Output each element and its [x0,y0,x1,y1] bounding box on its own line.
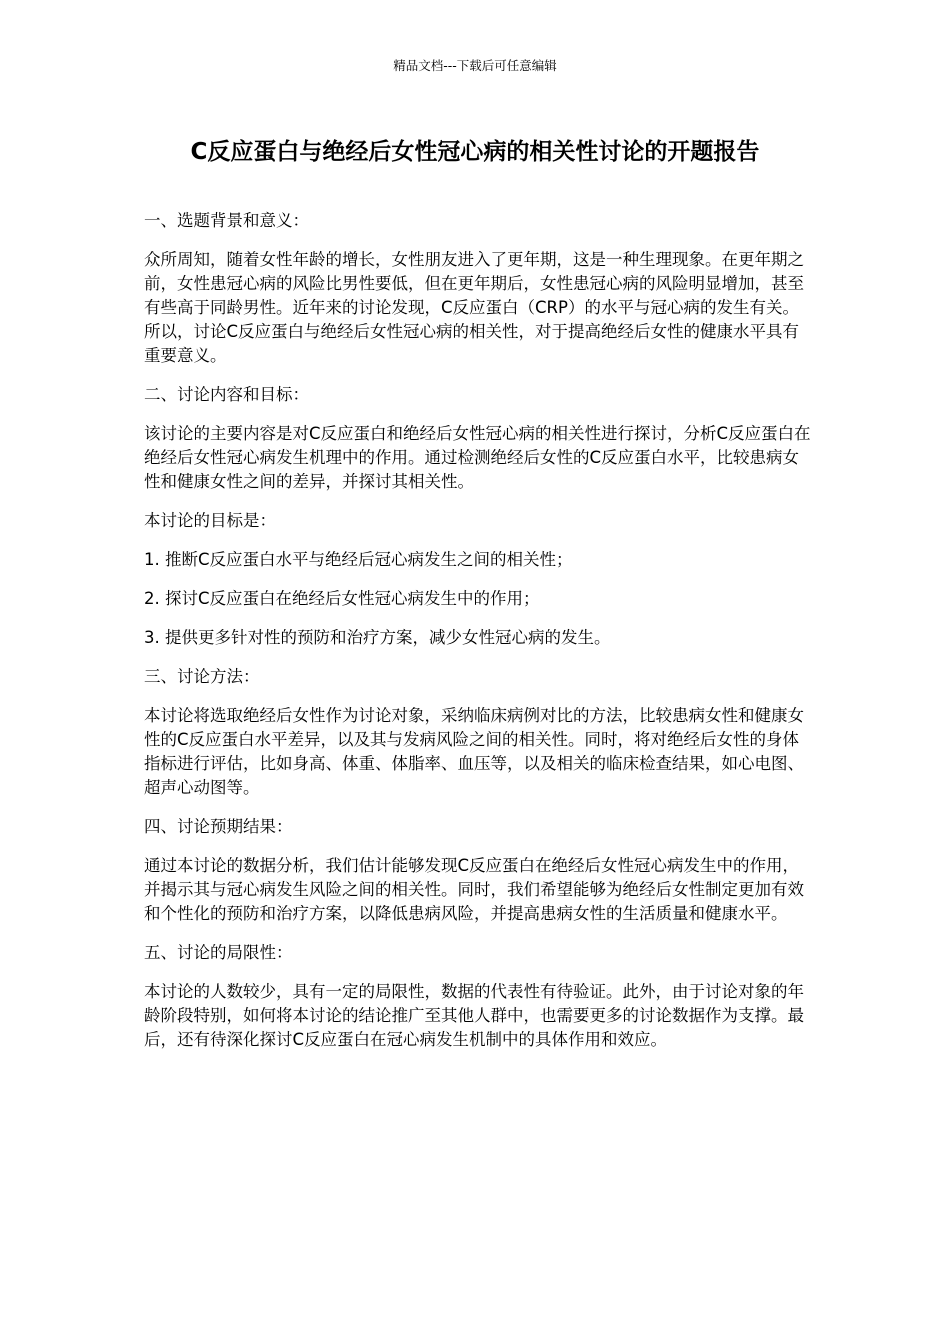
document-body [144,209,814,1067]
section-heading-limitations: 五、讨论的局限性： [144,943,293,962]
goal-item-1: 1. 推断C反应蛋白水平与绝经后冠心病发生之间的相关性； [144,550,573,569]
paragraph-content: 该讨论的主要内容是对C反应蛋白和绝经后女性冠心病的相关性进行探讨，分析C反应蛋白在绝经后女性冠心病发生机理中的作用。通过检测绝经后女性的C反应蛋白水平，比较患病女性和健康女性之间的差异，并探讨其相关性。 [144,424,811,491]
page-header-note: 精品文档---下载后可任意编辑 [393,58,557,73]
paragraph-expected-results: 通过本讨论的数据分析，我们估计能够发现C反应蛋白在绝经后女性冠心病发生中的作用，并揭示其与冠心病发生风险之间的相关性。同时，我们希望能够为绝经后女性制定更加有效和个性化的预防和治疗方案，以降低患病风险，并提高患病女性的生活质量和健康水平。 [144,856,804,923]
section-heading-methods: 三、讨论方法： [144,667,260,686]
section-heading-expected-results: 四、讨论预期结果： [144,817,293,836]
paragraph-limitations: 本讨论的人数较少，具有一定的局限性，数据的代表性有待验证。此外，由于讨论对象的年龄阶段特别，如何将本讨论的结论推广至其他人群中，也需要更多的讨论数据作为支撑。最后，还有待深化探讨C反应蛋白在冠心病发生机制中的具体作用和效应。 [144,982,804,1049]
section-heading-background: 一、选题背景和意义： [144,211,309,230]
section-heading-content: 二、讨论内容和目标： [144,385,309,404]
goal-item-2: 2. 探讨C反应蛋白在绝经后女性冠心病发生中的作用； [144,589,540,608]
goal-item-3: 3. 提供更多针对性的预防和治疗方案，减少女性冠心病的发生。 [144,628,611,647]
paragraph-background: 众所周知，随着女性年龄的增长，女性朋友进入了更年期，这是一种生理现象。在更年期之前，女性患冠心病的风险比男性要低，但在更年期后，女性患冠心病的风险明显增加，甚至有些高于同龄男性。近年来的讨论发现，C反应蛋白（CRP）的水平与冠心病的发生有关。所以，讨论C反应蛋白与绝经后女性冠心病的相关性，对于提高绝经后女性的健康水平具有重要意义。 [144,250,804,365]
document-title: C反应蛋白与绝经后女性冠心病的相关性讨论的开题报告 [190,139,760,165]
paragraph-goals-intro: 本讨论的目标是： [144,511,276,530]
paragraph-methods: 本讨论将选取绝经后女性作为讨论对象，采纳临床病例对比的方法，比较患病女性和健康女性的C反应蛋白水平差异，以及其与发病风险之间的相关性。同时，将对绝经后女性的身体指标进行评估，比如身高、体重、体脂率、血压等，以及相关的临床检查结果，如心电图、超声心动图等。 [144,706,804,797]
